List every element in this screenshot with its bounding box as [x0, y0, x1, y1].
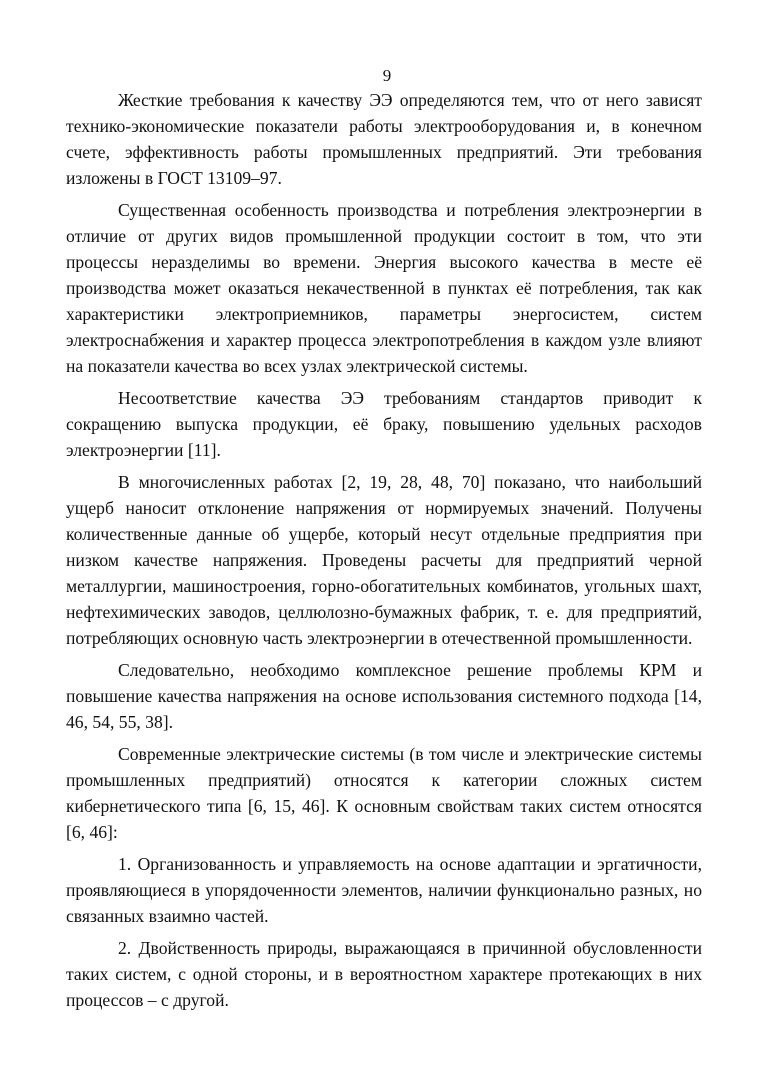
- page-number: 9: [382, 66, 392, 85]
- paragraph-standards-mismatch: Несоответствие качества ЭЭ требованиям стандартов приводит к сокращению выпуска продукции, её браку, повышению удельных расходов электроэнергии [11].: [66, 388, 702, 460]
- paragraph-cybernetic-systems: Современные электрические системы (в том числе и электрические системы промышленных предприятий) относятся к категории сложных систем кибернетического типа [6, 15, 46]. К основным свойствам таких систем относятся [6, 46]:: [66, 744, 702, 842]
- paragraph-voltage-damage: В многочисленных работах [2, 19, 28, 48, 70] показано, что наибольший ущерб наносит отклонение напряжения от нормируемых значений. Получены количественные данные об ущербе, который несут отдельные предприятия при низком качестве напряжения. Проведены расчеты для предприятий черной металлургии, машиностроения, горно-обогатительных комбинатов, угольных шахт, нефтехимических заводов, целлюлозно-бумажных фабрик, т. е. для предприятий, потребляющих основную часть электроэнергии в отечественной промышленности.: [66, 472, 702, 648]
- paragraph-system-approach: Следовательно, необходимо комплексное решение проблемы КРМ и повышение качества напряжения на основе использования системного подхода [14, 46, 54, 55, 38].: [66, 660, 702, 732]
- paragraph-production-consumption: Существенная особенность производства и потребления электроэнергии в отличие от других видов промышленной продукции состоит в том, что эти процессы неразделимы во времени. Энергия высокого качества в месте её производства может оказаться некачественной в пунктах её потребления, так как характеристики электроприемников, параметры энергосистем, систем электроснабжения и характер процесса электропотребления в каждом узле влияют на показатели качества во всех узлах электрической системы.: [66, 200, 702, 376]
- list-item-organization: 1. Организованность и управляемость на основе адаптации и эргатичности, проявляющиеся в упорядоченности элементов, наличии функционально разных, но связанных взаимно частей.: [66, 854, 702, 926]
- list-item-duality: 2. Двойственность природы, выражающаяся в причинной обусловленности таких систем, с одной стороны, и в вероятностном характере протекающих в них процессов – с другой.: [66, 938, 702, 1010]
- paragraph-quality-requirements: Жесткие требования к качеству ЭЭ определяются тем, что от него зависят технико-экономические показатели работы электрооборудования и, в конечном счете, эффективность работы промышленных предприятий. Эти требования изложены в ГОСТ 13109–97.: [66, 90, 702, 188]
- body-text: [66, 87, 702, 1019]
